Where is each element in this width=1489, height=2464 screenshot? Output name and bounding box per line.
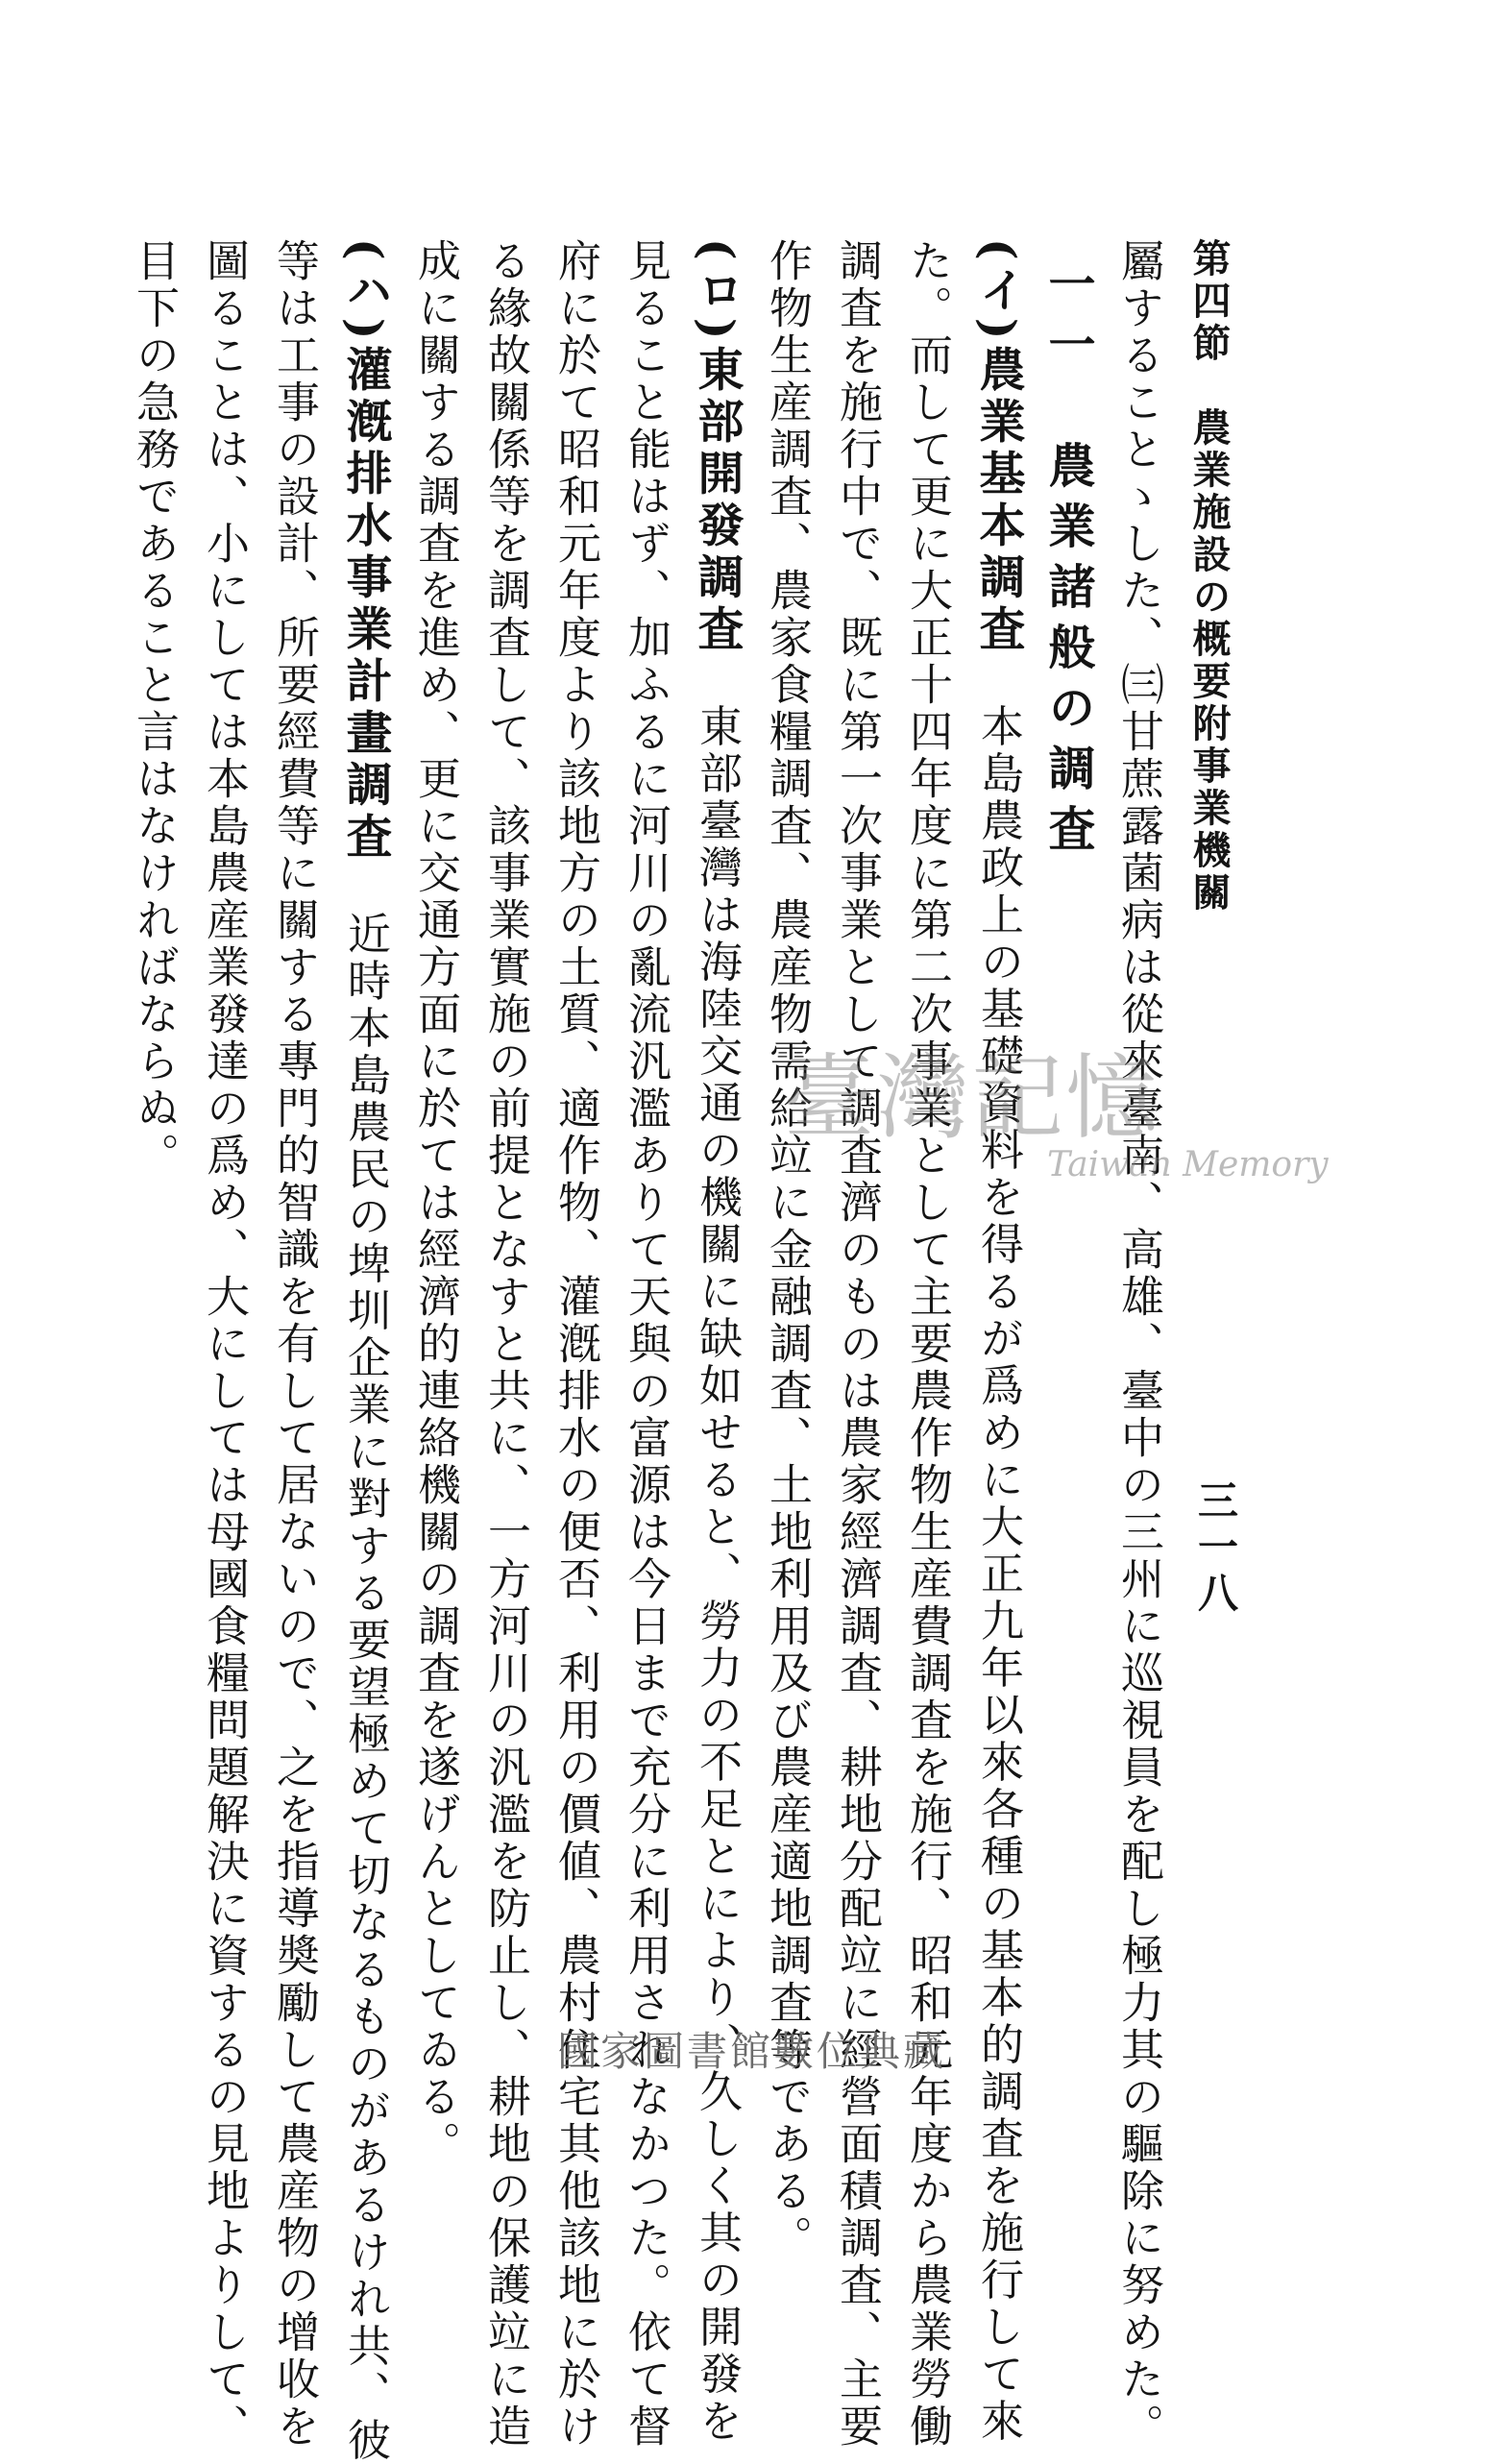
- text-line-12-body: 近時本島農民の埤圳企業に對する要望極めて切なるものがあるけれ共、彼: [340, 864, 391, 2464]
- text-line-15: 目下の急務であること言はなければならぬ。: [129, 238, 180, 1180]
- text-line-4: た。而して更に大正十四年度に第二次事業として主要農作物生産費調査を施行、昭和元年度から農業勞働: [902, 238, 953, 2451]
- section-heading: 一一 農業諸般の調査: [1041, 259, 1097, 865]
- subsection-label-i: (イ)農業基本調査: [971, 238, 1025, 657]
- text-line-3-body: 本島農政上の基礎資料を得るが爲めに大正九年以來各種の基本的調査を施行して來: [973, 656, 1024, 2446]
- page-number: 三一八: [1192, 1479, 1239, 1618]
- running-header: 第四節 農業施設の概要附事業機關: [1186, 238, 1232, 915]
- text-line-8: 見ること能はず、加ふるに河川の亂流汎濫ありて天與の富源は今日まで充分に利用されなかつた。依て督: [621, 238, 671, 2451]
- text-line-7: [681, 238, 752, 2446]
- text-line-9: 府に於て昭和元年度より該地方の土質、適作物、灌漑排水の便否、利用の價値、農村住宅其他該地に於け: [550, 238, 601, 2451]
- text-line-12: [330, 238, 401, 2464]
- text-line-1: 屬することゝした、㈢甘蔗露菌病は從來臺南、高雄、臺中の三州に巡視員を配し極力其の驅除に努めた。: [1113, 238, 1164, 2451]
- text-line-14: 圖ることは、小にしては本島農産業發達の爲め、大にしては母國食糧問題解決に資するの見地よりして、: [199, 238, 250, 2451]
- text-line-13: 等は工事の設計、所要經費等に關する專門的智識を有して居ないので、之を指導奬勵して農産物の增收を: [269, 238, 320, 2451]
- watermark-logo-english: Taiwan Memory: [1047, 1145, 1329, 1184]
- subsection-label-ha: (ハ)灌漑排水事業計畫調査: [338, 238, 392, 865]
- text-line-11: 成に關する調査を進め、更に交通方面に於ては經濟的連絡機關の調査を遂げんとしてゐる。: [410, 238, 461, 2168]
- subsection-label-ro: (ロ)東部開發調査: [690, 238, 744, 657]
- watermark-logo: 臺灣記憶: [783, 1044, 1159, 1152]
- footer-library-credit: 國家圖書館數位典藏: [557, 2028, 947, 2075]
- text-line-5: 調査を施行中で、既に第一次事業として調査濟のものは農家經濟調査、耕地分配竝に經營面積調査、主要: [832, 238, 883, 2451]
- text-line-7-body: 東部臺灣は海陸交通の機關に缺如せると、勞力の不足とにより、久しく其の開發を: [692, 656, 743, 2446]
- text-line-6: 作物生産調査、農家食糧調査、農産物需給竝に金融調査、土地利用及び農産適地調査等である。: [762, 238, 813, 2262]
- text-line-10: る緣故關係等を調査して、該事業實施の前提となすと共に、一方河川の汎濫を防止し、耕地の保護竝に造: [480, 238, 531, 2451]
